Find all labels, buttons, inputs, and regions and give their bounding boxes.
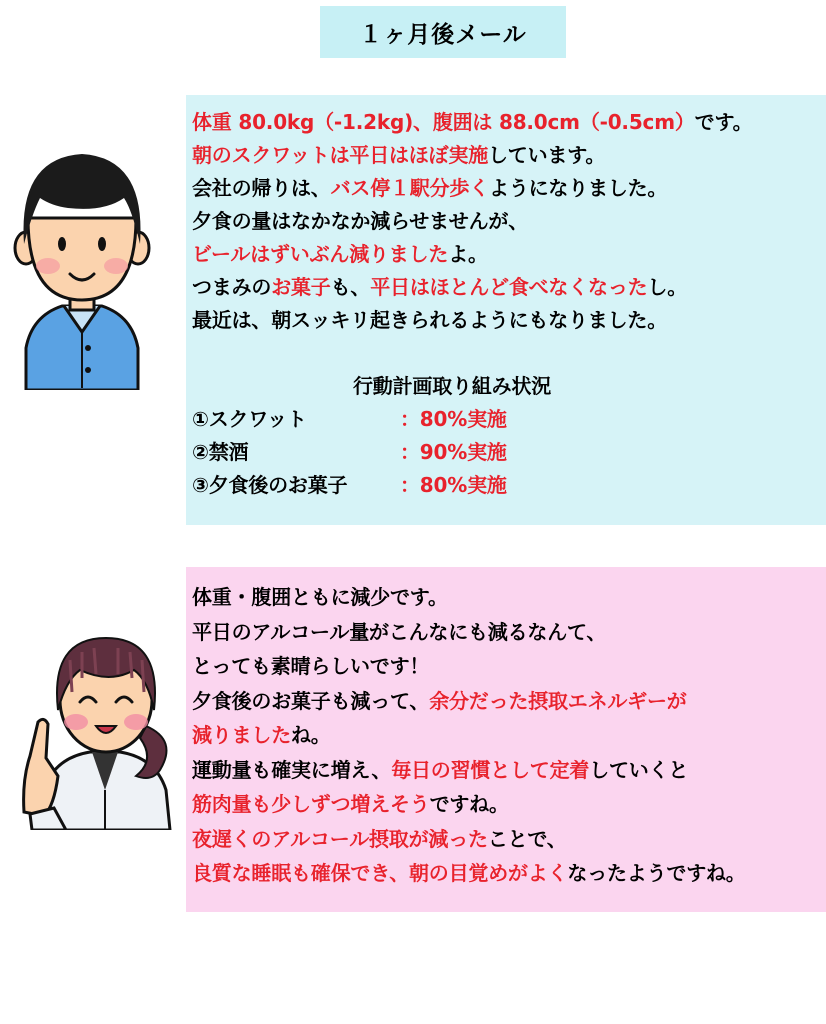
spacer [192, 337, 826, 370]
highlighted-text: バス停１駅分歩く [330, 176, 490, 200]
message-line [192, 615, 826, 650]
message-line [192, 580, 826, 615]
message-text: ことで、 [487, 826, 567, 851]
male-message-panel [186, 95, 826, 525]
highlighted-text: 良質な睡眠も確保でき、朝の目覚めがよく [192, 861, 568, 885]
message-text: なったようですね。 [567, 861, 746, 885]
message-text: 会社の帰りは、 [192, 176, 331, 200]
message-text: とっても素晴らしいです！ [192, 654, 430, 678]
message-text: 運動量も確実に増え、 [192, 757, 392, 782]
message-line [192, 304, 826, 337]
status-item-label: ①スクワット [192, 407, 307, 431]
message-text: 平日のアルコール量がこんなにも減るなんて、 [192, 619, 607, 644]
highlighted-text: 毎日の習慣として定着 [391, 757, 590, 782]
message-line [192, 238, 826, 271]
message-text: しています。 [488, 143, 606, 167]
highlighted-text: 平日はほとんど食べなくなった [370, 275, 648, 299]
status-item-squat [192, 403, 826, 436]
highlighted-text: ビールはずいぶん減りました [192, 242, 449, 266]
female-staff-icon [10, 630, 180, 830]
message-line [192, 172, 826, 205]
message-line [192, 856, 826, 891]
status-item-value: ：80%実施 [400, 473, 507, 497]
message-text: 最近は、朝スッキリ起きられるようにもなりました。 [192, 308, 667, 332]
message-line [192, 787, 826, 822]
message-text: していくと [589, 757, 689, 782]
message-text: 夕食の量はなかなか減らせませんが、 [192, 209, 528, 233]
message-line [192, 684, 826, 719]
status-item-label: ③夕食後のお菓子 [192, 473, 348, 497]
status-heading: 行動計画取り組み状況 [353, 374, 551, 398]
message-line [192, 139, 826, 172]
message-text: ようになりました。 [489, 176, 668, 200]
message-line [192, 822, 826, 857]
highlighted-text: 減りました [192, 723, 291, 747]
message-text: 夕食後のお菓子も減って、 [192, 688, 430, 713]
status-item-value: ：80%実施 [400, 407, 507, 431]
highlighted-text: 筋肉量も少しずつ増えそう [192, 792, 430, 816]
highlighted-text: 余分だった摂取エネルギーが [429, 688, 687, 713]
status-item-value: ：90%実施 [400, 440, 507, 464]
message-text: し。 [647, 275, 688, 299]
message-text: 体重・腹囲ともに減少です。 [192, 585, 448, 609]
page-title: １ヶ月後メール [320, 6, 566, 58]
message-text: です。 [694, 110, 753, 134]
message-line [192, 271, 826, 304]
message-text: よ。 [448, 242, 488, 266]
highlighted-text: 体重 80.0kg（-1.2kg)、腹囲は 88.0cm（-0.5cm） [192, 110, 695, 134]
man-icon [12, 148, 152, 390]
female-message-panel [186, 567, 826, 912]
message-text: ですね。 [429, 792, 509, 816]
female-message-text [192, 580, 826, 891]
message-line [192, 718, 826, 753]
male-message-text [192, 106, 826, 337]
message-text: つまみの [192, 275, 272, 299]
message-line [192, 753, 826, 788]
highlighted-text: 夜遅くのアルコール摂取が減った [192, 826, 488, 851]
status-item-snacks [192, 469, 826, 502]
message-line [192, 106, 826, 139]
message-line [192, 205, 826, 238]
highlighted-text: お菓子 [271, 275, 331, 299]
message-line [192, 649, 826, 684]
message-text: も、 [330, 275, 371, 299]
status-item-no-alcohol [192, 436, 826, 469]
status-item-label: ②禁酒 [192, 440, 249, 464]
message-text: ね。 [291, 723, 331, 747]
highlighted-text: 朝のスクワットは平日はほぼ実施 [192, 143, 488, 167]
